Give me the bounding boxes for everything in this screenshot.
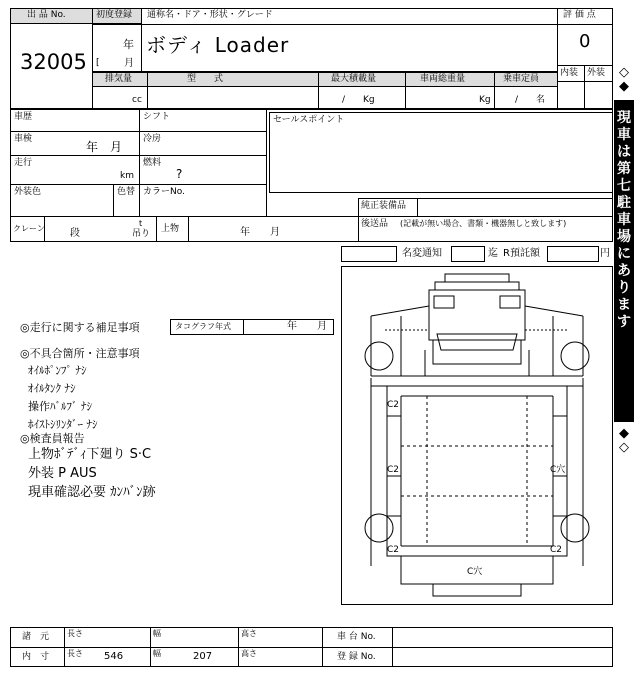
gross-weight-label: 車両総重量	[420, 74, 466, 84]
model-label: 型 式	[187, 74, 224, 84]
first-reg-label: 初度登録	[96, 10, 133, 20]
width-label: 幅	[153, 629, 161, 638]
lot-number: 32005	[20, 50, 87, 74]
capacity-unit: / 名	[515, 95, 546, 105]
defects-title: ◎不具合箇所・注意事項	[20, 347, 140, 360]
width-label: 幅	[153, 649, 161, 658]
damage-mark: C穴	[550, 465, 566, 475]
damage-mark: C穴	[467, 567, 483, 577]
mileage-unit: km	[120, 171, 134, 181]
max-load-unit: / Kg	[342, 95, 375, 105]
first-reg-bracket: [	[96, 58, 100, 68]
sales-points-label: セールスポイント	[273, 115, 345, 125]
damage-mark: C2	[550, 545, 563, 555]
max-load-label: 最大積載量	[331, 74, 377, 84]
fuel-label: 燃料	[143, 158, 162, 168]
length-label: 長さ	[67, 649, 83, 658]
score-label: 評 価 点	[563, 10, 596, 20]
crane-stage: 段	[70, 228, 80, 239]
inspection-label: 車検	[14, 134, 33, 144]
name-change-box	[451, 246, 485, 262]
genuine-equipment-label: 純正装備品	[361, 201, 407, 211]
inspection-value: 年 月	[86, 140, 123, 154]
post-delivery-label: 後送品	[361, 219, 389, 229]
yen-label: 円	[600, 248, 610, 259]
defect-item: ﾎｲｽﾄｼﾘﾝﾀﾞｰ ﾅｼ	[28, 418, 98, 431]
inner-label: 内 寸	[22, 652, 50, 662]
vehicle-name: ボディ Loader	[146, 33, 290, 57]
sidebar-text: 現 車 は 第 七 駐 車 場 に あ り ま す	[617, 110, 631, 330]
damage-mark: C2	[387, 465, 400, 475]
capacity-label: 乗車定員	[503, 74, 540, 84]
ac-label: 冷房	[143, 134, 162, 144]
inspector-item: 現車確認必要 ｶﾝﾊﾞﾝ跡	[28, 485, 156, 500]
inspector-item: 外装 P AUS	[28, 466, 97, 481]
ext-color-label: 外装色	[14, 187, 42, 197]
interior-label: 内装	[560, 68, 579, 78]
inner-length: 546	[104, 651, 124, 662]
first-reg-month: 月	[124, 58, 134, 69]
recycle-box	[547, 246, 599, 262]
tachograph-value: 年 月	[287, 321, 327, 332]
crane-label: クレーン	[13, 224, 45, 233]
color-no-label: カラーNo.	[143, 187, 185, 197]
chassis-label: 車 台 No.	[337, 632, 376, 642]
damage-mark: C2	[387, 400, 400, 410]
upper-value: 年 月	[240, 227, 280, 238]
inner-width: 207	[193, 651, 213, 662]
height-label: 高さ	[241, 649, 257, 658]
crane-lift: 吊り	[132, 229, 151, 239]
shift-label: シフト	[143, 112, 171, 122]
height-label: 高さ	[241, 629, 257, 638]
damage-mark: C2	[387, 545, 400, 555]
mileage-label: 走行	[14, 158, 33, 168]
inspector-title: ◎検査員報告	[20, 432, 85, 445]
driving-title: ◎走行に関する補足事項	[20, 321, 140, 334]
deposit-label: 迄	[488, 248, 498, 259]
dims-label: 諸 元	[22, 632, 50, 642]
recycle-label: R預託額	[503, 248, 540, 259]
exterior-label: 外装	[587, 68, 606, 78]
inspector-item: 上物ﾎﾞﾃﾞｨ下廻り S·C	[28, 447, 152, 462]
truck-diagram	[341, 266, 613, 605]
score-value: 0	[579, 31, 591, 52]
first-reg-year: 年	[123, 38, 134, 51]
fuel-value: ?	[176, 167, 183, 181]
defect-item: ｵｲﾙﾀﾝｸ ﾅｼ	[28, 382, 76, 395]
displacement-unit: cc	[132, 95, 142, 105]
sidebar-bottom-mark: ◆ ◇	[619, 426, 629, 455]
displacement-label: 排気量	[105, 74, 133, 84]
tachograph-label: タコグラフ年式	[175, 322, 231, 331]
history-label: 車歴	[14, 112, 33, 122]
reg-label: 登 録 No.	[337, 652, 376, 662]
defect-item: ｵｲﾙﾎﾟﾝﾌﾟ ﾅｼ	[28, 364, 87, 377]
upper-label: 上物	[161, 224, 180, 234]
defect-item: 操作ﾊﾞﾙﾌﾞ ﾅｼ	[28, 400, 92, 413]
crane-t: t	[139, 219, 143, 228]
post-delivery-note: (記載が無い場合、書類・機器無しと致します)	[400, 219, 567, 228]
lot-label: 出 品 No.	[27, 10, 66, 20]
name-label: 通称名・ドア・形状・グレード	[147, 10, 273, 20]
color-change-label: 色替	[117, 187, 136, 197]
name-change-label: 名変通知	[402, 248, 442, 259]
gross-weight-unit: Kg	[479, 95, 491, 105]
notice-blank-box	[341, 246, 397, 262]
length-label: 長さ	[67, 629, 83, 638]
sidebar-top-mark: ◇ ◆	[619, 65, 629, 94]
